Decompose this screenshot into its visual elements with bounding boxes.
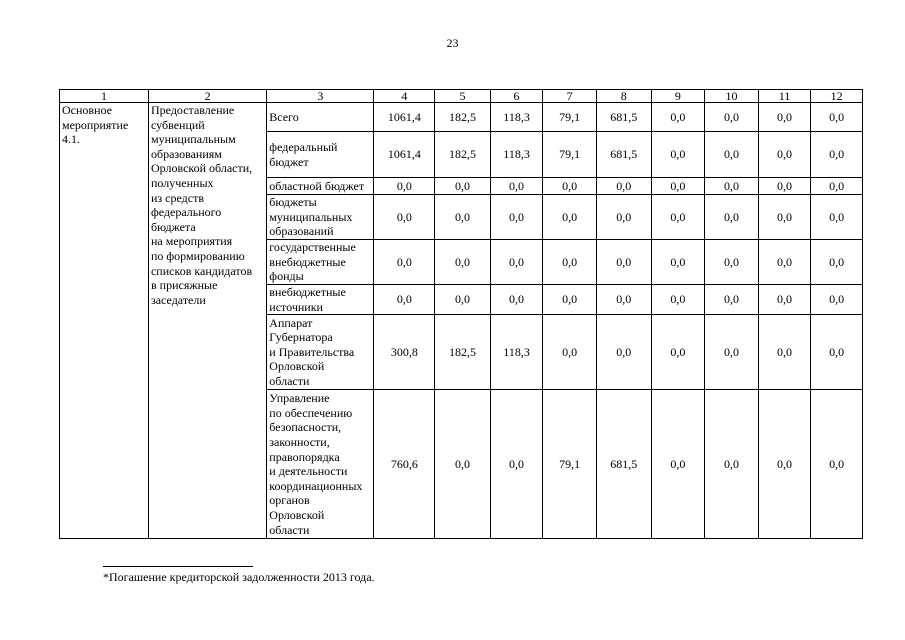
column-header: 1 — [60, 90, 149, 103]
description-line: бюджета — [150, 219, 196, 234]
funding-source-line: органов — [269, 493, 310, 508]
column-header: 11 — [758, 90, 811, 103]
table-row — [60, 103, 863, 132]
value-cell: 0,0 — [374, 195, 435, 240]
value-cell: 182,5 — [435, 315, 491, 390]
page-number: 23 — [446, 36, 459, 50]
value-cell: 0,0 — [811, 195, 863, 240]
description-line: Орловской области, — [150, 161, 253, 176]
value-cell: 0,0 — [490, 285, 543, 315]
column-header: 12 — [811, 90, 863, 103]
value-cell: 0,0 — [435, 285, 491, 315]
funding-source-line: законности, — [269, 435, 330, 449]
value-cell: 0,0 — [705, 195, 759, 240]
value-cell: 0,0 — [543, 240, 597, 285]
value-cell: 0,0 — [758, 132, 811, 178]
value-cell: 0,0 — [651, 195, 705, 240]
value-cell: 182,5 — [435, 103, 491, 132]
description-line: полученных — [150, 175, 214, 190]
funding-source-line: Губернатора — [269, 330, 333, 345]
value-cell: 0,0 — [435, 240, 491, 285]
value-cell: 0,0 — [374, 240, 435, 285]
value-cell: 79,1 — [543, 390, 597, 539]
funding-source-line: областной бюджет — [269, 178, 365, 193]
value-cell: 0,0 — [811, 178, 863, 195]
footnote-divider — [103, 566, 253, 567]
description-line: в присяжные — [150, 278, 218, 293]
column-header: 9 — [651, 90, 705, 103]
value-cell: 0,0 — [490, 390, 543, 539]
value-cell: 0,0 — [811, 103, 863, 132]
funding-source-line: бюджеты — [269, 195, 317, 210]
funding-source-line: фонды — [269, 269, 304, 284]
value-cell: 0,0 — [758, 390, 811, 539]
value-cell: 0,0 — [596, 315, 651, 390]
table-header-row — [60, 90, 863, 103]
description-line: Предоставление — [150, 103, 235, 117]
description-line: на мероприятия — [150, 234, 233, 249]
funding-source-line: и Правительства — [269, 344, 355, 359]
value-cell: 0,0 — [758, 240, 811, 285]
funding-source-line: образований — [269, 224, 334, 239]
value-cell: 0,0 — [705, 103, 759, 132]
value-cell: 0,0 — [758, 178, 811, 195]
value-cell: 0,0 — [543, 178, 597, 195]
value-cell: 681,5 — [596, 103, 651, 132]
measure-line: мероприятие — [62, 117, 129, 132]
value-cell: 0,0 — [651, 240, 705, 285]
value-cell: 681,5 — [596, 390, 651, 539]
value-cell: 0,0 — [596, 178, 651, 195]
description-line: субвенций — [150, 117, 205, 132]
value-cell: 0,0 — [374, 285, 435, 315]
measure-line: Основное — [62, 103, 112, 117]
funding-source-line: бюджет — [269, 154, 309, 169]
funding-source-cell — [267, 390, 374, 539]
measure-line: 4.1. — [62, 132, 80, 147]
description-line: по формированию — [150, 248, 245, 263]
value-cell: 0,0 — [705, 315, 759, 390]
description-line: федерального — [150, 205, 222, 220]
funding-source-cell — [267, 103, 374, 132]
value-cell: 0,0 — [651, 390, 705, 539]
value-cell: 0,0 — [490, 178, 543, 195]
funding-source-line: федеральный — [269, 139, 338, 154]
value-cell: 0,0 — [811, 132, 863, 178]
value-cell: 0,0 — [811, 285, 863, 315]
value-cell: 300,8 — [374, 315, 435, 390]
value-cell: 0,0 — [543, 285, 597, 315]
measure-cell — [60, 103, 149, 539]
value-cell: 0,0 — [705, 132, 759, 178]
column-header: 7 — [543, 90, 597, 103]
value-cell: 0,0 — [596, 240, 651, 285]
funding-source-line: муниципальных — [269, 209, 353, 224]
column-header: 3 — [267, 90, 374, 103]
funding-source-cell — [267, 132, 374, 178]
value-cell: 79,1 — [543, 132, 597, 178]
value-cell: 760,6 — [374, 390, 435, 539]
value-cell: 0,0 — [543, 195, 597, 240]
value-cell: 182,5 — [435, 132, 491, 178]
column-header: 5 — [435, 90, 491, 103]
value-cell: 118,3 — [490, 103, 543, 132]
funding-source-line: источники — [269, 299, 323, 314]
funding-source-cell — [267, 285, 374, 315]
funding-source-line: внебюджетные — [269, 254, 346, 269]
column-header: 6 — [490, 90, 543, 103]
value-cell: 0,0 — [651, 132, 705, 178]
value-cell: 0,0 — [705, 240, 759, 285]
value-cell: 0,0 — [490, 195, 543, 240]
column-header: 4 — [374, 90, 435, 103]
value-cell: 0,0 — [435, 178, 491, 195]
funding-source-line: и деятельности — [269, 464, 348, 479]
funding-source-line: координационных — [269, 478, 363, 493]
value-cell: 0,0 — [758, 195, 811, 240]
funding-source-line: правопорядка — [269, 449, 340, 464]
value-cell: 0,0 — [596, 195, 651, 240]
value-cell: 0,0 — [651, 315, 705, 390]
funding-source-line: безопасности, — [269, 420, 342, 435]
column-header: 8 — [596, 90, 651, 103]
funding-source-line: области — [269, 374, 310, 389]
value-cell: 0,0 — [758, 103, 811, 132]
value-cell: 1061,4 — [374, 132, 435, 178]
description-line: из средств — [150, 190, 204, 205]
funding-source-line: внебюджетные — [269, 285, 346, 299]
funding-source-cell — [267, 195, 374, 240]
funding-source-cell — [267, 315, 374, 390]
value-cell: 681,5 — [596, 132, 651, 178]
description-line: муниципальным — [150, 132, 236, 147]
value-cell: 79,1 — [543, 103, 597, 132]
value-cell: 0,0 — [811, 240, 863, 285]
funding-source-cell — [267, 240, 374, 285]
value-cell: 0,0 — [758, 315, 811, 390]
value-cell: 0,0 — [490, 240, 543, 285]
description-cell — [148, 103, 266, 539]
description-line: образованиям — [150, 146, 222, 161]
value-cell: 118,3 — [490, 315, 543, 390]
column-header: 2 — [148, 90, 266, 103]
funding-source-line: по обеспечению — [269, 405, 353, 420]
funding-source-line: государственные — [269, 240, 356, 255]
description-line: заседатели — [150, 292, 206, 307]
budget-table — [59, 89, 863, 539]
value-cell: 0,0 — [651, 285, 705, 315]
value-cell: 1061,4 — [374, 103, 435, 132]
funding-source-line: Управление — [269, 391, 330, 406]
value-cell: 0,0 — [543, 315, 597, 390]
funding-source-line: Орловской — [269, 359, 325, 374]
value-cell: 0,0 — [374, 178, 435, 195]
value-cell: 0,0 — [758, 285, 811, 315]
value-cell: 0,0 — [705, 285, 759, 315]
funding-source-cell — [267, 178, 374, 195]
description-line: списков кандидатов — [150, 263, 253, 278]
value-cell: 0,0 — [596, 285, 651, 315]
value-cell: 0,0 — [705, 390, 759, 539]
value-cell: 0,0 — [651, 103, 705, 132]
value-cell: 0,0 — [435, 390, 491, 539]
value-cell: 0,0 — [811, 315, 863, 390]
value-cell: 118,3 — [490, 132, 543, 178]
funding-source-line: Всего — [269, 109, 299, 124]
value-cell: 0,0 — [811, 390, 863, 539]
funding-source-line: Аппарат — [269, 315, 313, 330]
value-cell: 0,0 — [651, 178, 705, 195]
value-cell: 0,0 — [435, 195, 491, 240]
funding-source-line: Орловской — [269, 507, 325, 522]
value-cell: 0,0 — [705, 178, 759, 195]
footnote: *Погашение кредиторской задолженности 2013 года. — [103, 570, 375, 584]
column-header: 10 — [705, 90, 759, 103]
funding-source-line: области — [269, 522, 310, 537]
